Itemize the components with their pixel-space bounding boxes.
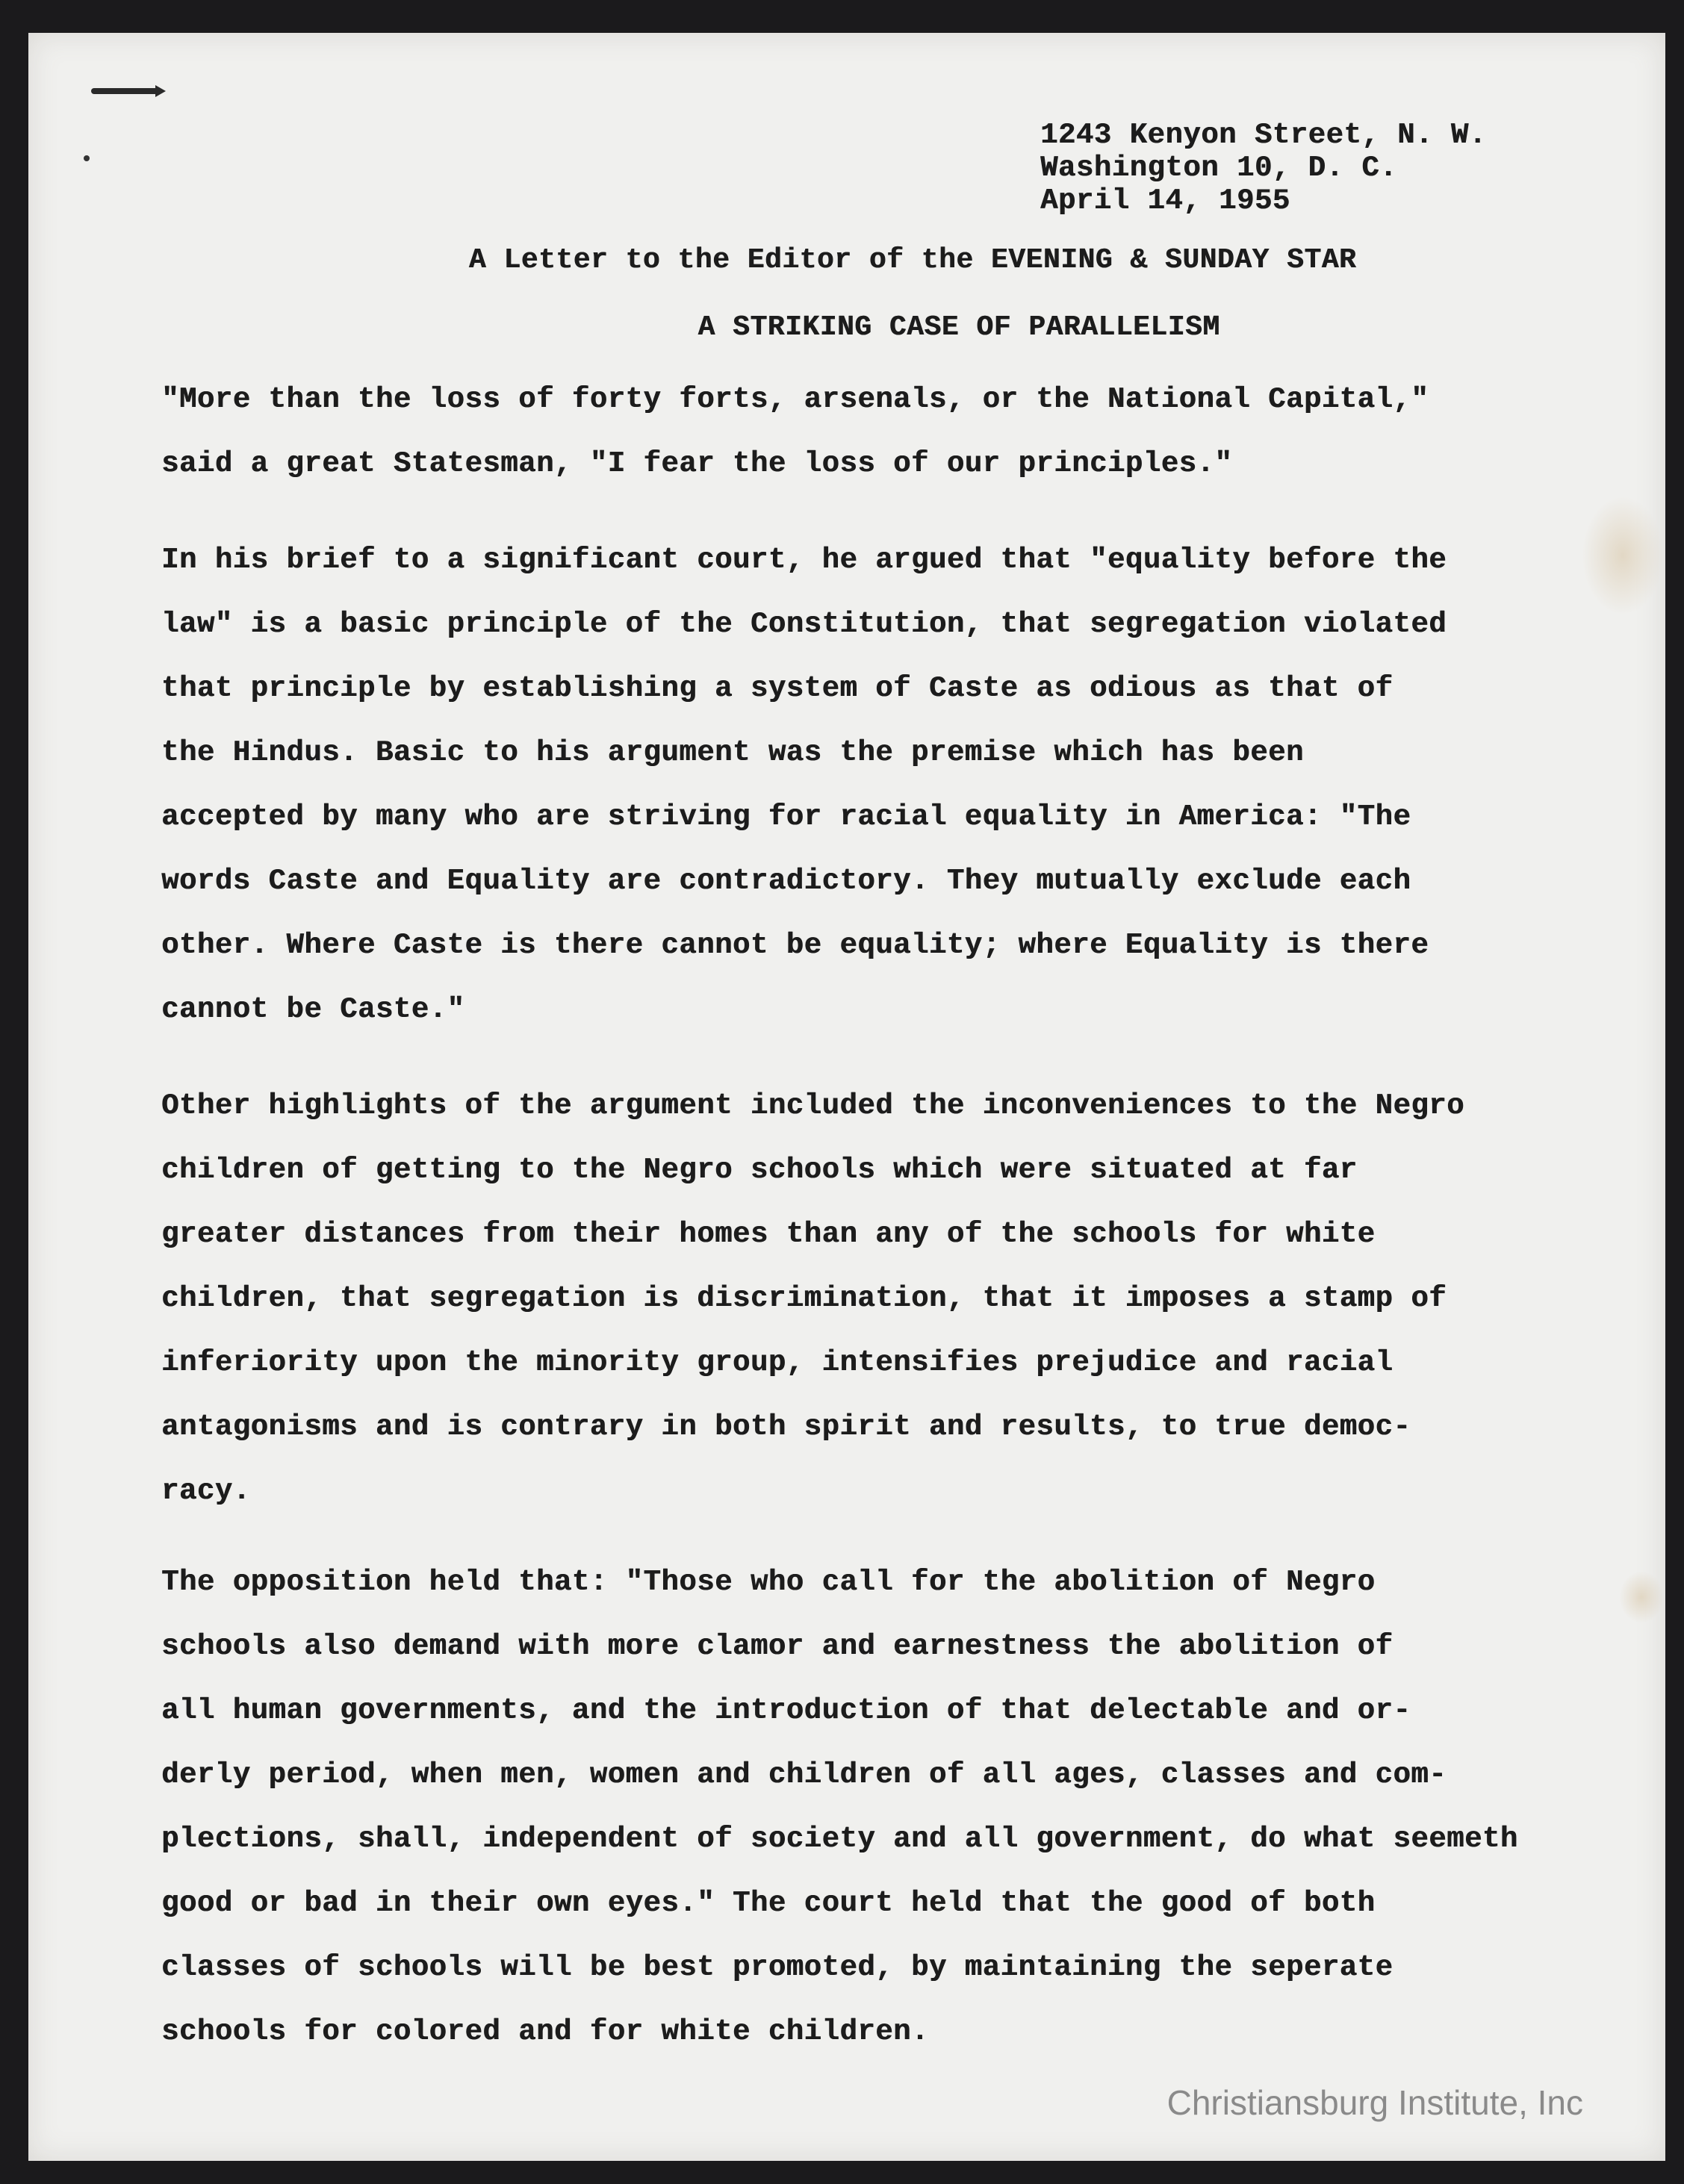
paragraph-4 [161,1550,1580,2064]
text-line: derly period, when men, women and children of all ages, classes and com- [161,1758,1447,1791]
text-line: schools also demand with more clamor and earnestness the abolition of [161,1630,1394,1663]
letter-heading: A Letter to the Editor of the EVENING & SUNDAY STAR [468,244,1357,276]
text-line: words Caste and Equality are contradictory. They mutually exclude each [161,865,1411,897]
address-street: 1243 Kenyon Street, N. W. [1040,119,1487,152]
address-city: Washington 10, D. C. [1040,152,1398,184]
text-line: racy. [161,1475,251,1508]
text-line: plections, shall, independent of society and all government, do what seemeth [161,1823,1518,1855]
paragraph-3 [161,1074,1580,1523]
text-line: other. Where Caste is there cannot be equality; where Equality is there [161,929,1429,962]
text-line: The opposition held that: "Those who call for the abolition of Negro [161,1566,1376,1599]
text-line: said a great Statesman, "I fear the loss of our principles." [161,447,1233,480]
text-line: good or bad in their own eyes." The court held that the good of both [161,1887,1376,1920]
pen-mark [91,88,158,94]
sender-address-block [1040,119,1487,217]
text-line: schools for colored and for white children. [161,2015,929,2048]
text-line: "More than the loss of forty forts, arsenals, or the National Capital," [161,383,1429,416]
text-line: Other highlights of the argument included the inconveniences to the Negro [161,1089,1464,1122]
paragraph-1 [161,367,1580,496]
text-line: all human governments, and the introduction of that delectable and or- [161,1694,1411,1727]
paragraph-2 [161,528,1580,1042]
text-line: children of getting to the Negro schools which were situated at far [161,1154,1358,1186]
typewritten-letter-page [28,33,1665,2161]
text-line: that principle by establishing a system of Caste as odious as that of [161,672,1394,705]
text-line: inferiority upon the minority group, intensifies prejudice and racial [161,1346,1394,1379]
paper-stain [1619,1571,1664,1623]
text-line: antagonisms and is contrary in both spirit and results, to true democ- [161,1410,1411,1443]
letter-date: April 14, 1955 [1040,184,1290,217]
text-line: accepted by many who are striving for racial equality in America: "The [161,800,1411,833]
text-line: law" is a basic principle of the Constitution, that segregation violated [161,608,1447,641]
watermark: Christiansburg Institute, Inc [1166,2083,1583,2122]
paper-stain [1582,496,1664,615]
text-line: classes of schools will be best promoted, by maintaining the seperate [161,1951,1394,1984]
letter-title: A STRIKING CASE OF PARALLELISM [697,311,1220,343]
text-line: children, that segregation is discrimination, that it imposes a stamp of [161,1282,1447,1315]
text-line: the Hindus. Basic to his argument was the premise which has been [161,736,1304,769]
text-line: greater distances from their homes than any of the schools for white [161,1218,1376,1251]
text-line: cannot be Caste." [161,993,465,1026]
text-line: In his brief to a significant court, he argued that "equality before the [161,544,1447,576]
ink-dot [84,155,90,161]
